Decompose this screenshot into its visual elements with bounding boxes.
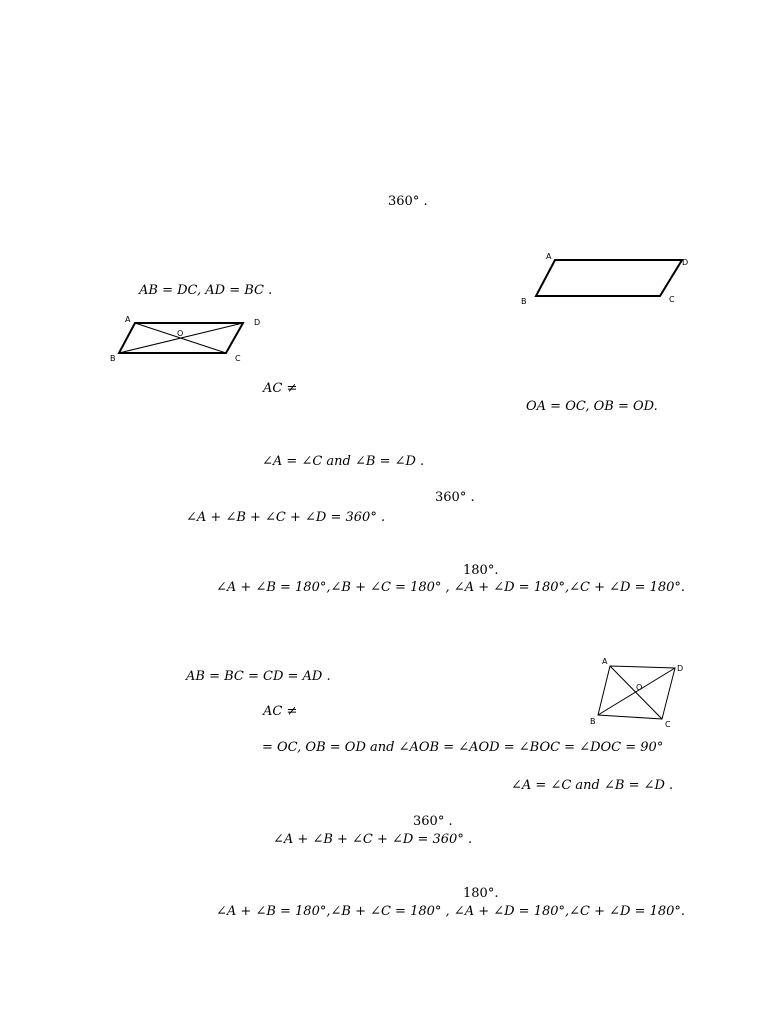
vertex-label-b: B — [590, 717, 596, 726]
text-line-1: 360° . — [388, 194, 428, 209]
center-label-o: O — [177, 329, 184, 338]
text-line-11: AC ≠ — [263, 704, 298, 719]
parallelogram-shape — [536, 260, 682, 296]
center-label-o: O — [636, 683, 643, 692]
text-line-15: ∠A + ∠B + ∠C + ∠D = 360° . — [273, 832, 473, 847]
text-line-17: ∠A + ∠B = 180°,∠B + ∠C = 180° , ∠A + ∠D = 180°,∠C + ∠D = 180°. — [216, 904, 686, 919]
vertex-label-d: D — [254, 318, 261, 327]
text-line-8: 180°. — [463, 563, 499, 578]
text-line-3: AC ≠ — [263, 381, 298, 396]
text-line-9: ∠A + ∠B = 180°,∠B + ∠C = 180° , ∠A + ∠D = 180°,∠C + ∠D = 180°. — [216, 580, 686, 595]
vertex-label-a: A — [125, 315, 131, 324]
parallelogram-figure-2 — [108, 313, 273, 368]
parallelogram-figure-1 — [516, 250, 696, 310]
vertex-label-c: C — [669, 295, 675, 304]
vertex-label-d: D — [682, 258, 689, 267]
text-line-16: 180°. — [463, 886, 499, 901]
vertex-label-b: B — [110, 354, 116, 363]
diagonal-bd — [119, 323, 243, 353]
text-line-13: ∠A = ∠C and ∠B = ∠D . — [511, 778, 674, 793]
vertex-label-a: A — [602, 657, 608, 666]
text-line-2: AB = DC, AD = BC . — [139, 283, 273, 298]
vertex-label-c: C — [235, 354, 241, 363]
text-line-5: ∠A = ∠C and ∠B = ∠D . — [262, 454, 425, 469]
vertex-label-d: D — [677, 664, 684, 673]
text-line-10: AB = BC = CD = AD . — [186, 669, 331, 684]
text-line-4: OA = OC, OB = OD. — [526, 399, 658, 414]
text-line-12: = OC, OB = OD and ∠AOB = ∠AOD = ∠BOC = ∠DOC = 90° — [262, 740, 664, 755]
text-line-14: 360° . — [413, 814, 453, 829]
rhombus-figure — [588, 654, 698, 734]
vertex-label-a: A — [546, 252, 552, 261]
text-line-7: ∠A + ∠B + ∠C + ∠D = 360° . — [186, 510, 386, 525]
diagonal-ac — [610, 666, 662, 719]
text-line-6: 360° . — [435, 490, 475, 505]
vertex-label-b: B — [521, 297, 527, 306]
vertex-label-c: C — [665, 720, 671, 729]
